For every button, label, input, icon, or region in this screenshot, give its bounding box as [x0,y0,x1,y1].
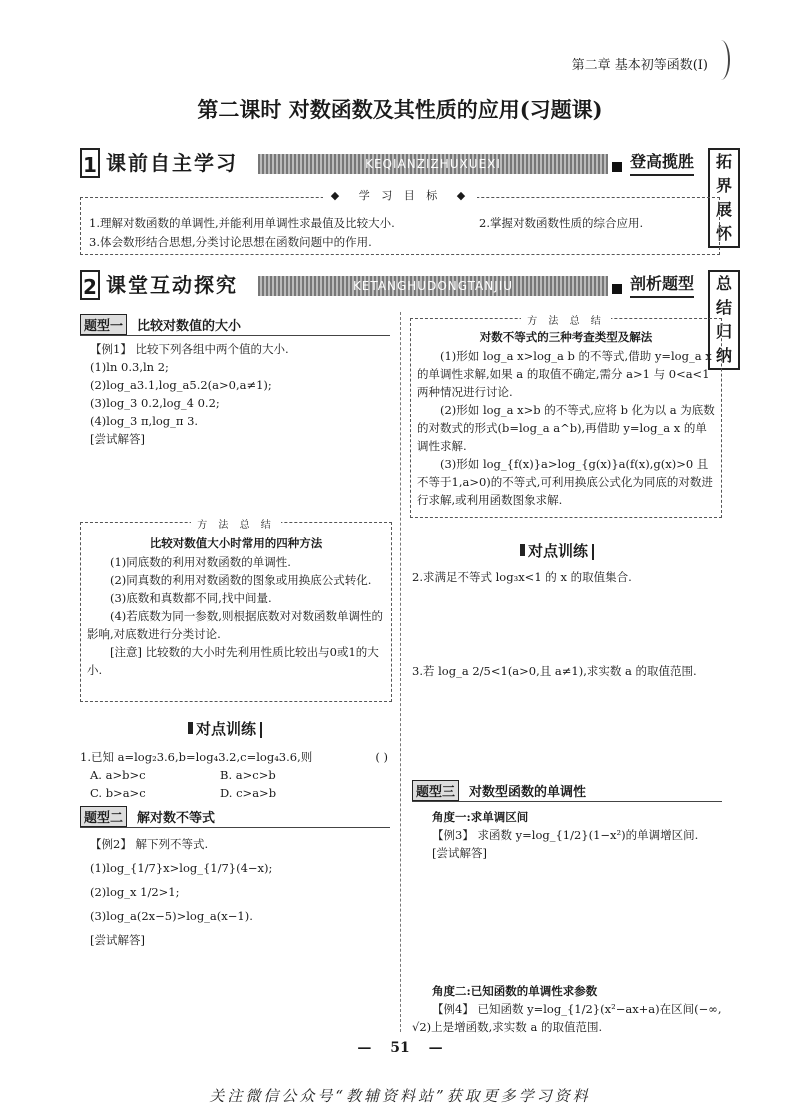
goal-item: 1.理解对数函数的单调性,并能利用单调性求最值及比较大小. [89,216,395,230]
example2-item: (3)log_a(2x−5)>log_a(x−1). [90,909,253,923]
section-title: 课前自主学习 [106,151,238,175]
example2-item: (1)log_{1/7}x>log_{1/7}(4−x); [90,861,273,875]
method-summary-body: (1)同底数的利用对数函数的单调性. (2)同真数的利用对数函数的图象或用换底公式转化. (3)底数和真数都不同,找中间量. (4)若底数为同一参数,则根据底数对对数函数单调性的影响,对底数进行分类讨论. [注意] 比较数的大小时先利用性质比较出与0或1的大小. [87,555,383,677]
option-d: D. c>a>b [220,786,277,800]
type3-title: 对数型函数的单调性 [469,785,587,800]
example1-item: (4)log_3 π,log_π 3. [90,414,199,428]
method-summary-body: (1)形如 log_a x>log_a b 的不等式,借助 y=log_a x 的单调性求解,如果 a 的取值不确定,需分 a>1 与 0<a<1 两种情况进行讨论. (2)形如 log_a x>b 的不等式,应将 b 化为以 a 为底数的对数式的形式(b=log_a a^b),再借助 y=log_a x 的单调性求解. (3)形如 log_{f(x)}a>log_{g(x)}a(f(x),g(x)>0 且不等于1,a>0)的不等式,可利用换底公式化为同底的对数进行求解,或利用函数图象求解. [417,349,715,507]
example4-prompt: 【例4】 已知函数 y=log_{1/2}(x²−ax+a)在区间(−∞, [432,1002,722,1016]
note-text: 比较数的大小时先利用性质比较出与0或1的大小. [87,645,379,677]
example2-item: (2)log_x 1/2>1; [90,885,180,899]
training2-question-2: 2.求满足不等式 log₃x<1 的 x 的取值集合. [412,570,632,584]
page-number: — 51 — [357,1040,443,1056]
type3-heading [412,780,722,802]
training-heading-2: 对点训练 [520,540,594,561]
section-title: 课堂互动探究 [106,273,238,297]
footer-promo: 关注微信公众号“教辅资料站”获取更多学习资料 [209,1087,591,1105]
type1-heading [80,314,390,336]
type2-title: 解对数不等式 [137,811,216,826]
chapter-header: 第二章 基本初等函数(Ⅰ) [571,58,708,73]
example1 [90,340,390,448]
method-summary-box-2 [410,318,722,518]
section-pinyin: KEQIANZIZHUXUEXI [365,157,501,171]
answer-blank: ( ) [375,750,388,764]
section-pinyin: KETANGHUDONGTANJIU [352,279,514,293]
type1-label: 题型一 [80,314,127,335]
try-answer-label: [尝试解答] [90,933,145,947]
method-summary-title: 方 法 总 结 [81,516,391,531]
header-decoration [712,40,730,80]
example1-prompt: 【例1】 比较下列各组中两个值的大小. [90,342,289,356]
example1-item: (1)ln 0.3,ln 2; [90,360,169,374]
example1-item: (2)log_a3.1,log_a5.2(a>0,a≠1); [90,378,272,392]
angle1-block [432,808,724,862]
training1-question: 1.已知 a=log₂3.6,b=log₄3.2,c=log₄3.6,则 ( ) A. a>b>c B. a>c>b C. b>a>c D. c>a>b [80,750,388,800]
example3-prompt: 【例3】 求函数 y=log_{1/2}(1−x²)的单调增区间. [432,828,699,842]
option-a: A. a>b>c [90,768,146,782]
method-summary-title: 方 法 总 结 [411,312,721,327]
example2-prompt: 【例2】 解下列不等式. [90,837,209,851]
training-heading-1: 对点训练 [188,718,262,739]
option-b: B. a>c>b [220,768,276,782]
goal-item: 2.掌握对数函数性质的综合应用. [479,216,644,230]
angle1-heading: 角度一:求单调区间 [432,810,529,824]
learning-goals-box [80,197,720,255]
angle2-heading: 角度二:已知函数的单调性求参数 [432,984,598,998]
page-title: 第二课时 对数函数及其性质的应用(习题课) [197,97,603,122]
angle2-block [412,982,724,1036]
option-c: C. b>a>c [90,786,146,800]
type3-label: 题型三 [412,780,459,801]
try-answer-label: [尝试解答] [90,432,145,446]
square-icon [612,162,622,172]
section-number: 1 [80,148,100,178]
goal-item: 3.体会数形结合思想,分类讨论思想在函数问题中的作用. [89,235,372,249]
section-tag-left: 剖析题型 [630,272,694,298]
section-tag-right: 总结归纳 [708,270,740,370]
section-tag-right: 拓界展怀 [708,148,740,248]
method-summary-heading: 比较对数值大小时常用的四种方法 [149,536,323,550]
method-summary-heading: 对数不等式的三种考查类型及解法 [479,330,653,344]
method-summary-box-1 [80,522,392,702]
type2-label: 题型二 [80,806,127,827]
example2 [90,832,390,952]
type2-heading [80,806,390,828]
example1-item: (3)log_3 0.2,log_4 0.2; [90,396,220,410]
column-divider [400,312,401,1032]
example4-prompt-cont: √2)上是增函数,求实数 a 的取值范围. [412,1020,603,1034]
section-tag-left: 登高揽胜 [630,150,694,176]
learning-goals-title: ◆ 学 习 目 标 ◆ [0,187,800,203]
square-icon [612,284,622,294]
training2-question-3: 3.若 log_a 2/5<1(a>0,且 a≠1),求实数 a 的取值范围. [412,664,697,678]
note-label: [注意] [110,645,142,659]
type1-title: 比较对数值的大小 [137,319,242,334]
section-number: 2 [80,270,100,300]
try-answer-label: [尝试解答] [432,846,487,860]
